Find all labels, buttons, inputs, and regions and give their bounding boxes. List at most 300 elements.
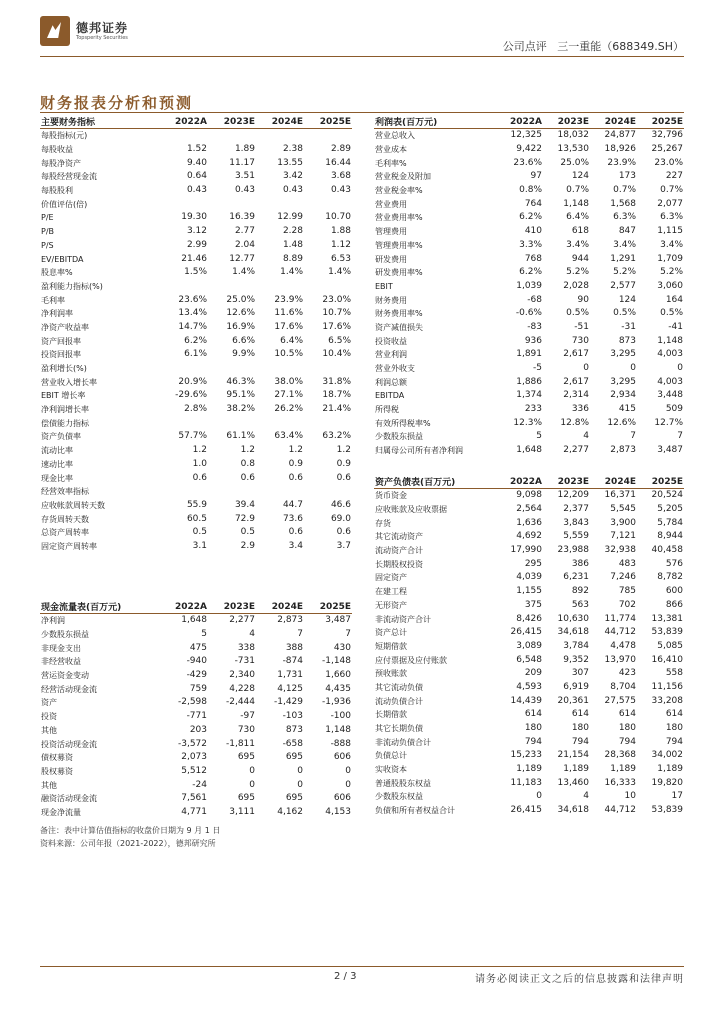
cell-value: 2,873 <box>610 445 636 456</box>
table-row <box>374 375 684 389</box>
cell-value: 2.89 <box>330 144 351 155</box>
cell-value: 8,944 <box>657 531 683 542</box>
table-row <box>374 694 684 708</box>
cell-value <box>208 197 256 211</box>
row-label: EBIT <box>375 281 393 291</box>
cell-value: 4,771 <box>181 806 207 817</box>
column-header: 2025E <box>637 475 684 489</box>
cell-value: -731 <box>234 656 255 667</box>
cell-value: 4 <box>583 431 589 442</box>
table-row <box>374 225 684 239</box>
cell-value: 10.7% <box>322 308 351 319</box>
cell-value: 614 <box>524 709 542 720</box>
cell-value: 1,891 <box>516 349 542 360</box>
table-row <box>374 197 684 211</box>
cell-value: 23.6% <box>178 294 207 305</box>
cell-value: 3.1 <box>192 540 207 551</box>
company-logo <box>40 16 152 50</box>
row-label: 流动比率 <box>41 446 73 456</box>
income-statement-table <box>374 115 684 458</box>
table-header-row <box>40 600 352 614</box>
cell-value: 1,189 <box>657 764 683 775</box>
cell-value: 1.52 <box>186 144 207 155</box>
cell-value: 11,183 <box>510 777 542 788</box>
cell-value: 3,448 <box>657 390 683 401</box>
cell-value: 695 <box>237 793 255 804</box>
cell-value: 600 <box>665 586 683 597</box>
row-label: 负债总计 <box>375 751 407 761</box>
table-row <box>374 489 684 503</box>
cell-value: 16,410 <box>651 654 683 665</box>
row-label: 货币资金 <box>375 491 407 501</box>
cell-value: 0 <box>249 779 255 790</box>
cell-value: 936 <box>524 335 542 346</box>
row-label: 长期股权投资 <box>375 559 423 569</box>
logo-mark-icon <box>40 16 70 46</box>
cell-value: 4,003 <box>657 349 683 360</box>
cell-value: 4,162 <box>277 806 303 817</box>
table-row <box>374 530 684 544</box>
cell-value: 1,709 <box>657 253 683 264</box>
cell-value: 4,003 <box>657 376 683 387</box>
table-header-row <box>40 115 352 129</box>
cell-value: 203 <box>189 724 207 735</box>
table-row <box>40 512 352 526</box>
cell-value: 4 <box>249 629 255 640</box>
cell-value: 21.46 <box>181 253 207 264</box>
cell-value: 10.4% <box>322 349 351 360</box>
cell-value <box>256 197 304 211</box>
cell-value: 26.2% <box>274 404 303 415</box>
table-row <box>374 544 684 558</box>
cell-value <box>256 280 304 294</box>
cell-value: 1,189 <box>563 764 589 775</box>
cell-value: 34,002 <box>651 750 683 761</box>
cell-value: 0.43 <box>186 185 207 196</box>
table-row <box>40 252 352 266</box>
cell-value: 9.40 <box>186 157 207 168</box>
cell-value: 3.7 <box>336 540 351 551</box>
cell-value: 2.8% <box>184 404 207 415</box>
table-row <box>374 503 684 517</box>
cell-value: 614 <box>665 709 683 720</box>
cell-value: 2,073 <box>181 752 207 763</box>
cell-value: 4,039 <box>516 572 542 583</box>
row-label: 管理费用 <box>375 227 407 237</box>
cell-value: 11,156 <box>651 681 683 692</box>
cell-value: 227 <box>665 171 683 182</box>
cell-value: 18,926 <box>604 144 636 155</box>
row-label: 在建工程 <box>375 587 407 597</box>
cell-value: -31 <box>621 321 636 332</box>
cell-value: 12.6% <box>226 308 255 319</box>
column-header: 2024E <box>590 115 637 129</box>
cell-value: 209 <box>524 668 542 679</box>
cell-value: 20.9% <box>178 376 207 387</box>
table-row <box>40 334 352 348</box>
cell-value: 23,988 <box>557 545 589 556</box>
table-row <box>374 170 684 184</box>
cell-value: 764 <box>524 198 542 209</box>
cell-value: 3.68 <box>330 171 351 182</box>
cell-value: 423 <box>618 668 636 679</box>
cell-value: 0.43 <box>234 185 255 196</box>
table-row <box>374 516 684 530</box>
cell-value: 63.2% <box>322 431 351 442</box>
cell-value: 18.7% <box>322 390 351 401</box>
cell-value: 338 <box>237 642 255 653</box>
column-header: 现金流量表(百万元) <box>40 600 160 614</box>
table-row <box>40 682 352 696</box>
cell-value <box>304 197 352 211</box>
cell-value: 0.9 <box>336 458 351 469</box>
cell-value: 6,919 <box>563 681 589 692</box>
table-row <box>40 737 352 751</box>
cell-value: 0.5 <box>240 527 255 538</box>
row-label: 营业总收入 <box>375 131 415 141</box>
cell-value: 173 <box>618 171 636 182</box>
cell-value: 0.6 <box>336 527 351 538</box>
cell-value: 1.12 <box>330 239 351 250</box>
cell-value: 702 <box>618 599 636 610</box>
cell-value <box>160 362 208 376</box>
cell-value: 24,877 <box>604 130 636 141</box>
row-label: 每股股利 <box>41 186 73 196</box>
cell-value: 2,377 <box>563 504 589 515</box>
row-label: 资产总计 <box>375 628 407 638</box>
cell-value: 794 <box>571 736 589 747</box>
row-label: 非经营收益 <box>41 657 81 667</box>
cell-value: 618 <box>571 226 589 237</box>
cell-value <box>160 129 208 143</box>
cell-value: 3.12 <box>186 226 207 237</box>
cell-value: 3.4% <box>566 239 589 250</box>
table-row <box>374 334 684 348</box>
table-row <box>40 416 352 430</box>
cell-value: 40,458 <box>651 545 683 556</box>
cell-value: 3,900 <box>610 517 636 528</box>
cell-value: -1,148 <box>321 656 351 667</box>
row-label: 其它长期负债 <box>375 724 423 734</box>
table-row <box>374 307 684 321</box>
cell-value: 3,089 <box>516 640 542 651</box>
cell-value: 13.4% <box>178 308 207 319</box>
cell-value: 785 <box>618 586 636 597</box>
table-header-row <box>374 115 684 129</box>
cell-value: 69.0 <box>330 513 351 524</box>
cell-value: 12,325 <box>510 130 542 141</box>
row-label: EBITDA <box>375 391 405 401</box>
cell-value: 7 <box>345 629 351 640</box>
cell-value: 0.5% <box>613 308 636 319</box>
cell-value <box>208 280 256 294</box>
cell-value: 164 <box>665 294 683 305</box>
table-row <box>374 362 684 376</box>
cashflow-table <box>40 600 352 819</box>
row-label: P/B <box>41 227 55 237</box>
cell-value: 7,246 <box>610 572 636 583</box>
cell-value: 11,774 <box>604 613 636 624</box>
cell-value: 307 <box>571 668 589 679</box>
cell-value: 57.7% <box>178 431 207 442</box>
row-label: 净利润 <box>41 616 65 626</box>
valuation-note: 备注：表中计算估值指标的收盘价日期为 9 月 1 日 <box>40 826 221 835</box>
cell-value: 19.30 <box>181 212 207 223</box>
cell-value <box>208 129 256 143</box>
cell-value <box>256 485 304 499</box>
cell-value: 0.6 <box>288 472 303 483</box>
table-row <box>40 170 352 184</box>
cell-value: 11.17 <box>229 157 255 168</box>
column-header: 2022A <box>160 115 208 129</box>
cell-value <box>304 362 352 376</box>
row-label: 研发费用率% <box>375 268 423 278</box>
disclaimer-text: 请务必阅读正文之后的信息披露和法律声明 <box>475 974 684 985</box>
row-label: 毛利率% <box>375 158 407 168</box>
cell-value: 44,712 <box>604 805 636 816</box>
table-row <box>40 540 352 554</box>
cell-value: 794 <box>665 736 683 747</box>
cell-value <box>304 485 352 499</box>
cell-value: 5,512 <box>181 765 207 776</box>
table-row <box>40 806 352 820</box>
cell-value: -874 <box>282 656 303 667</box>
cell-value: 23.9% <box>607 157 636 168</box>
cell-value: 0.43 <box>282 185 303 196</box>
cell-value: 2,077 <box>657 198 683 209</box>
cell-value: 17.6% <box>274 321 303 332</box>
row-label: 投资收益 <box>375 336 407 346</box>
row-label: 资产负债率 <box>41 432 81 442</box>
row-label: 所得税 <box>375 405 399 415</box>
cell-value: -68 <box>527 294 542 305</box>
cell-value: 2.99 <box>186 239 207 250</box>
row-label: 存货周转天数 <box>41 514 89 524</box>
cell-value: 46.6 <box>330 499 351 510</box>
row-label: 债权募资 <box>41 753 73 763</box>
cell-value: 509 <box>665 404 683 415</box>
cell-value: 2.04 <box>234 239 255 250</box>
table-row <box>374 599 684 613</box>
cell-value: 3,295 <box>610 376 636 387</box>
row-label: 应付票据及应付账款 <box>375 655 447 665</box>
cell-value: 1,568 <box>610 198 636 209</box>
cell-value: 0.6 <box>192 472 207 483</box>
cell-value: 12.6% <box>607 417 636 428</box>
table-row <box>40 499 352 513</box>
footer-divider <box>40 966 684 967</box>
cell-value: 34,618 <box>557 627 589 638</box>
cell-value: 19,820 <box>651 777 683 788</box>
cell-value: -103 <box>282 711 303 722</box>
cell-value: 6.53 <box>330 253 351 264</box>
cell-value: 606 <box>333 793 351 804</box>
table-row <box>40 792 352 806</box>
table-row <box>40 458 352 472</box>
row-label: 净资产收益率 <box>41 322 89 332</box>
cell-value: 10.70 <box>325 212 351 223</box>
table-row <box>40 765 352 779</box>
cell-value: 5.2% <box>566 267 589 278</box>
row-label: 净利润增长率 <box>41 405 89 415</box>
table-row <box>40 239 352 253</box>
cell-value: 6.6% <box>232 335 255 346</box>
cell-value: 60.5 <box>186 513 207 524</box>
cell-value: 1,189 <box>516 764 542 775</box>
row-label: 价值评估(倍) <box>41 199 88 209</box>
cell-value: 10 <box>624 791 636 802</box>
cell-value: 1,648 <box>516 445 542 456</box>
cell-value: 72.9 <box>234 513 255 524</box>
cell-value: 430 <box>333 642 351 653</box>
cell-value: 2,340 <box>229 670 255 681</box>
column-header: 2025E <box>637 115 684 129</box>
cell-value: 9.9% <box>232 349 255 360</box>
cell-value: 25.0% <box>560 157 589 168</box>
row-label: 长期借款 <box>375 710 407 720</box>
table-row <box>40 348 352 362</box>
cell-value: -1,936 <box>321 697 351 708</box>
table-row <box>374 804 684 818</box>
cell-value: 14.7% <box>178 321 207 332</box>
cell-value: 124 <box>571 171 589 182</box>
logo-name-en: Topsperity Securities <box>76 35 128 41</box>
table-row <box>374 735 684 749</box>
cell-value: -888 <box>330 738 351 749</box>
cell-value: -1,429 <box>273 697 303 708</box>
cell-value: 2.38 <box>282 144 303 155</box>
cell-value: 15,233 <box>510 750 542 761</box>
cell-value: 180 <box>665 723 683 734</box>
cell-value: 1.2 <box>192 445 207 456</box>
row-label: 现金比率 <box>41 473 73 483</box>
cell-value: 13.55 <box>277 157 303 168</box>
cell-value: 1,374 <box>516 390 542 401</box>
cell-value <box>256 416 304 430</box>
row-label: 投资回报率 <box>41 350 81 360</box>
cell-value: -5 <box>533 363 542 374</box>
table-row <box>374 640 684 654</box>
cell-value: 0 <box>297 779 303 790</box>
data-source-note: 资料来源：公司年报（2021-2022），德邦研究所 <box>40 839 216 848</box>
cell-value: 25,267 <box>651 144 683 155</box>
cell-value: 2.9 <box>240 540 255 551</box>
cell-value: 4,593 <box>516 681 542 692</box>
table-row <box>40 696 352 710</box>
cell-value <box>160 416 208 430</box>
column-header: 2022A <box>496 475 543 489</box>
cell-value: 3,784 <box>563 640 589 651</box>
row-label: P/S <box>41 240 54 250</box>
cell-value: 6.2% <box>519 212 542 223</box>
cell-value: 759 <box>189 683 207 694</box>
row-label: EV/EBITDA <box>41 254 84 264</box>
table-row <box>40 293 352 307</box>
row-label: 少数股东权益 <box>375 792 423 802</box>
cell-value: 558 <box>665 668 683 679</box>
row-label: EBIT 增长率 <box>41 391 86 401</box>
column-header: 2022A <box>160 600 208 614</box>
cell-value: 34,618 <box>557 805 589 816</box>
cell-value: 2.28 <box>282 226 303 237</box>
row-label: 资产 <box>41 698 57 708</box>
cell-value: 180 <box>571 723 589 734</box>
cell-value: 3.42 <box>282 171 303 182</box>
cell-value: 9,422 <box>516 144 542 155</box>
cell-value: 11.6% <box>274 308 303 319</box>
cell-value: 16.9% <box>226 321 255 332</box>
cell-value: 0.6 <box>336 472 351 483</box>
table-row <box>374 129 684 143</box>
cell-value: 180 <box>618 723 636 734</box>
cell-value: 6.1% <box>184 349 207 360</box>
table-row <box>40 362 352 376</box>
cell-value: 695 <box>285 793 303 804</box>
table-row <box>40 403 352 417</box>
cell-value: 25.0% <box>226 294 255 305</box>
cell-value: 0 <box>583 363 589 374</box>
cell-value: 13,381 <box>651 613 683 624</box>
cell-value: -771 <box>186 711 207 722</box>
table-row <box>40 266 352 280</box>
cell-value: 7,561 <box>181 793 207 804</box>
cell-value: 2.77 <box>234 226 255 237</box>
cell-value: -1,811 <box>225 738 255 749</box>
cell-value: 3.3% <box>519 239 542 250</box>
row-label: 净利润率 <box>41 309 73 319</box>
row-label: 偿债能力指标 <box>41 418 89 428</box>
table-row <box>374 612 684 626</box>
cell-value: 0 <box>297 765 303 776</box>
company-ticker: 三一重能（688349.SH） <box>557 40 684 53</box>
row-label: 每股收益 <box>41 145 73 155</box>
cell-value: 20,524 <box>651 490 683 501</box>
cell-value: 873 <box>285 724 303 735</box>
cell-value: 944 <box>571 253 589 264</box>
section-divider <box>40 112 684 113</box>
cell-value <box>208 416 256 430</box>
balance-sheet-table <box>374 475 684 818</box>
cell-value: -83 <box>527 321 542 332</box>
cell-value: 1.5% <box>184 267 207 278</box>
table-row <box>40 321 352 335</box>
cell-value: -97 <box>240 711 255 722</box>
cell-value: 1,115 <box>657 226 683 237</box>
cell-value: 1.2 <box>240 445 255 456</box>
table-row <box>374 585 684 599</box>
cell-value: 0.9 <box>288 458 303 469</box>
table-row <box>40 669 352 683</box>
cell-value: 475 <box>189 642 207 653</box>
cell-value: 892 <box>571 586 589 597</box>
row-label: 速动比率 <box>41 459 73 469</box>
cell-value: 12,209 <box>557 490 589 501</box>
table-row <box>374 790 684 804</box>
cell-value: 1,291 <box>610 253 636 264</box>
cell-value: 0.6 <box>288 527 303 538</box>
cell-value: 730 <box>237 724 255 735</box>
cell-value: 5,559 <box>563 531 589 542</box>
cell-value: 0.5% <box>660 308 683 319</box>
table-row <box>374 776 684 790</box>
row-label: 应收账款及应收票据 <box>375 505 447 515</box>
row-label: 资产回报率 <box>41 336 81 346</box>
row-label: 固定资产 <box>375 573 407 583</box>
cell-value: 3.4% <box>660 239 683 250</box>
cell-value: 12.77 <box>229 253 255 264</box>
cell-value: 388 <box>285 642 303 653</box>
column-header: 2023E <box>208 115 256 129</box>
